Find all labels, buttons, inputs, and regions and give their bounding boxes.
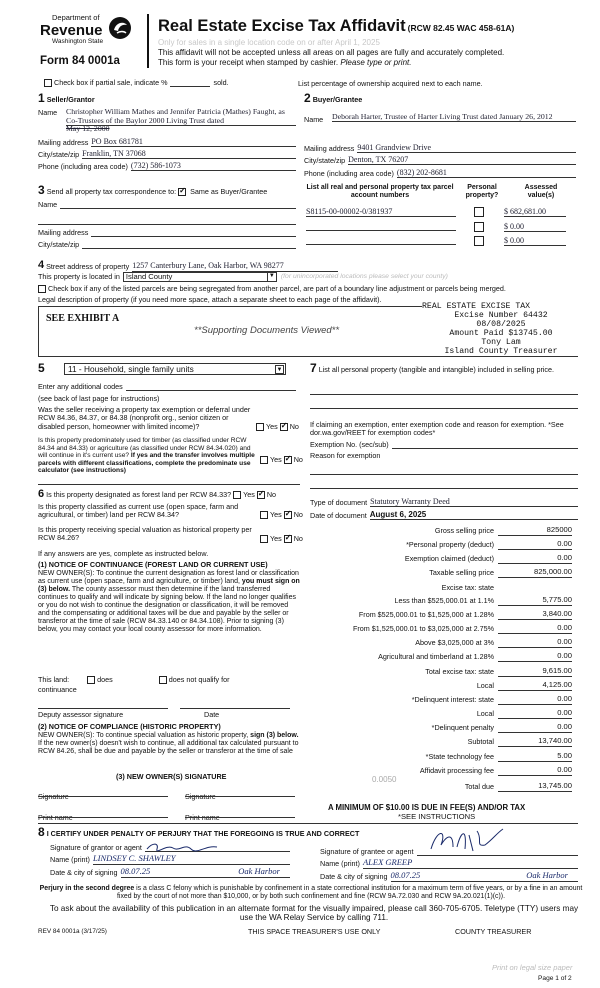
doc-date-label: Date of document [310, 510, 367, 520]
assessed-col-header: Assessed value(s) [524, 184, 558, 200]
ownership-note: List percentage of ownership acquired next to each name. [298, 79, 483, 88]
calc-row-value[interactable]: 0.00 [498, 638, 572, 648]
calc-row [300, 568, 572, 579]
additional-codes-input[interactable] [126, 383, 296, 391]
same-as-buyer-label: Same as Buyer/Grantee [190, 187, 268, 196]
land-does-label: does [97, 675, 113, 684]
seller-name-label: Name [38, 108, 58, 117]
timber-q-bold: If yes and the transfer involves multiple parcels with different classifications, complete the predominate use calculator (see instructions) [38, 452, 255, 475]
land-does-not-label: does not qualify for [168, 675, 230, 684]
calc-row [300, 526, 572, 537]
calc-row [300, 782, 572, 793]
partial-sold-label: sold. [213, 78, 229, 87]
calc-row-value[interactable]: 0.00 [498, 709, 572, 719]
partial-sale-row [44, 79, 294, 87]
grantor-name-row [50, 854, 290, 865]
calc-row-label: Subtotal [467, 737, 494, 746]
calc-row-value[interactable]: 0.00 [498, 554, 572, 564]
legal-label: Legal description of property (if you need more space, attach a separate sheet to each page of the affidavit). [38, 295, 382, 304]
grantee-date-input[interactable] [391, 871, 578, 882]
calc-row-value[interactable]: 5,775.00 [498, 596, 572, 606]
sec3-city-label: City/state/zip [38, 240, 80, 249]
compliance-heading: (2) NOTICE OF COMPLIANCE (HISTORIC PROPERTY) [38, 722, 221, 731]
reason-line1[interactable] [310, 466, 578, 475]
grantor-signature-mark [145, 841, 225, 852]
dept-line2: Revenue [40, 22, 103, 39]
chevron-down-icon: ▼ [267, 273, 276, 282]
seller-phone-label: Phone (including area code) [38, 161, 128, 171]
buyer-mailing-input[interactable]: 9401 Grandview Drive [357, 143, 576, 153]
buyer-mailing-row [304, 143, 576, 153]
same-as-buyer-checkbox[interactable] [178, 188, 186, 196]
segregated-label: Check box if any of the listed parcels are being segregated from another parcel, are part of a boundary line adjustment or parcels being merged. [48, 284, 506, 293]
parcel-row [306, 207, 572, 218]
buyer-name-label: Name [304, 115, 324, 124]
sec3-name-label: Name [38, 200, 58, 209]
sec7-heading [310, 362, 578, 376]
use-code-value: 11 - Household, single family units [68, 363, 194, 374]
parcel-row [306, 236, 572, 247]
q4-yes-no [260, 511, 303, 519]
q1-yes-checkbox[interactable] [256, 423, 264, 431]
sec3-heading [38, 184, 267, 198]
grantee-name-input[interactable]: ALEX GREEP [363, 858, 578, 869]
assessed-value-input[interactable]: $ 0.00 [504, 222, 566, 232]
street-input[interactable]: 1257 Canterbury Lane, Oak Harbor, WA 98277 [132, 261, 338, 271]
title-text: Real Estate Excise Tax Affidavit [158, 17, 406, 35]
seller-num: 1 [38, 91, 45, 105]
treasurer-use-label: THIS SPACE TREASURER'S USE ONLY [248, 927, 381, 936]
calc-row [300, 610, 572, 621]
historic-question: Is this property receiving special valuation as historical property per RCW 84.26? [38, 525, 252, 543]
calc-row-label: From $525,000.01 to $1,525,000 at 1.28% [358, 610, 494, 619]
rev-label: REV 84 0001a (3/17/25) [38, 928, 107, 935]
this-land-label: This land: [38, 675, 70, 684]
calc-row-value[interactable]: 13,745.00 [498, 782, 572, 792]
grantor-sig-label: Signature of grantor or agent [50, 842, 142, 852]
form-title [158, 17, 514, 36]
calc-row-value[interactable]: 0.00 [498, 624, 572, 634]
calc-row-value[interactable]: 0.00 [498, 766, 572, 776]
calc-row-label: Total excise tax: state [425, 667, 494, 676]
calc-row [300, 540, 572, 551]
buyer-heading [304, 92, 362, 106]
q5-yes-checkbox[interactable] [260, 535, 268, 543]
owner-print-label2: Print name [185, 813, 220, 822]
exemption-question: Was the seller receiving a property tax exemption or deferral under RCW 84.36, 84.37, or 84.38 (nonprofit org., senior citizen or disabled person, homeowner with limited income)? [38, 405, 251, 431]
compliance-p2b: sign (3) below. [250, 732, 299, 739]
parcel-col-header: List all real and personal property tax parcel account numbers [306, 184, 454, 200]
sec5-row [38, 362, 286, 376]
forest-q-text: Is this property designated as forest land per RCW 84.33? [46, 490, 232, 499]
sec3-mailing-label: Mailing address [38, 228, 89, 237]
see-back-note: (see back of last page for instructions) [38, 394, 160, 403]
grantor-name-input[interactable]: LINDSEY C. SHAWLEY [93, 854, 290, 865]
dept-line1: Department of [52, 13, 100, 22]
grantor-sig-row [50, 841, 290, 852]
owner-sig-line2[interactable] [185, 788, 295, 797]
q4-yes-label: Yes [270, 510, 282, 519]
seller-city-label: City/state/zip [38, 149, 80, 159]
q5-no-label: No [293, 534, 303, 543]
calc-row [300, 652, 572, 663]
buyer-phone-input[interactable]: (832) 202-8681 [397, 168, 576, 178]
parcel-number-input[interactable] [306, 222, 456, 231]
q5-yes-no [260, 535, 303, 543]
land-does-checkbox[interactable] [87, 676, 95, 684]
excise-stamp [422, 302, 580, 356]
parcel-number-input[interactable] [306, 236, 456, 245]
continuance-heading: (1) NOTICE OF CONTINUANCE (FOREST LAND OR CURRENT USE) [38, 560, 268, 569]
calc-row [300, 624, 572, 635]
calc-row-value[interactable]: 825000 [498, 526, 572, 536]
personal-property-checkbox[interactable] [474, 222, 484, 232]
sec6-num: 6 [38, 488, 45, 500]
calc-row-label: From $1,525,000.01 to $3,025,000 at 2.75% [352, 624, 494, 633]
q1-yes-no [256, 423, 299, 431]
additional-codes-label: Enter any additional codes [38, 382, 123, 391]
exemption-no-row [310, 441, 578, 449]
wa-logo-icon [108, 16, 132, 40]
grantee-city-value: Oak Harbor [526, 870, 568, 880]
partial-sale-checkbox[interactable] [44, 79, 52, 87]
continuance-p1b: you must sign on (3) below. [38, 578, 300, 594]
form-number: Form 84 0001a [40, 55, 120, 67]
county-select[interactable] [123, 272, 277, 282]
local-rate: 0.0050 [372, 775, 397, 784]
calc-row-label: Exemption claimed (deduct) [404, 554, 494, 563]
calc-row-value[interactable]: 0.00 [498, 695, 572, 705]
doc-type-row [310, 497, 578, 507]
calc-row [300, 752, 572, 763]
deputy-label: Deputy assessor signature [38, 710, 124, 719]
seller-city-row [38, 149, 296, 159]
q3-yes-checkbox[interactable] [233, 491, 241, 499]
buyer-phone-label: Phone (including area code) [304, 168, 394, 178]
calc-row [300, 709, 572, 720]
header-divider [147, 14, 149, 68]
county-treasurer-label: COUNTY TREASURER [455, 927, 532, 936]
continuance-p1c: The county assessor must then determine if the land transferred continues to qualify and will indicate by signing below. If the land no longer qualifies or you do not wish to continue the designation or classification, it will be removed and the compensating or additional taxes will be due and payable by the seller or transferor at the time of sale (RCW 84.33.140 or 84.34.108). Prior to signing (3) below, you may contact your local county assessor for more information. [38, 586, 296, 634]
buyer-mailing-label: Mailing address [304, 143, 355, 153]
grantee-sig-row [320, 845, 578, 856]
calc-row-label: *Delinquent penalty [431, 723, 494, 732]
calc-row [300, 638, 572, 649]
grantee-signature-mark [427, 825, 507, 855]
sec3-name-line2 [38, 216, 296, 225]
sec3-name-input[interactable] [60, 201, 296, 209]
owner-print-line[interactable] [38, 809, 168, 818]
stamp-line6: Island County Treasurer [444, 347, 558, 356]
reason-label: Reason for exemption [310, 451, 381, 460]
calc-row-value[interactable]: 4,125.00 [498, 681, 572, 691]
calc-row-label: Less than $525,000.01 at 1.1% [394, 596, 494, 605]
use-code-select[interactable] [64, 363, 286, 375]
continuance-p1a: NEW OWNER(S): To continue the current designation as forest land or classification as current use (open space, farm and agriculture, or timber) land, [38, 570, 299, 586]
grantor-date-value: 08.07.25 [120, 866, 151, 876]
continuance-label: continuance [38, 685, 77, 694]
grantee-sig-label: Signature of grantee or agent [320, 846, 414, 856]
buyer-phone-row [304, 168, 576, 178]
perjury-text [38, 885, 584, 901]
calc-row [300, 583, 572, 594]
dept-line3: Washington State [52, 38, 104, 45]
county-hint: (for unincorporated locations please select your county) [280, 273, 448, 281]
calc-row-label: Agricultural and timberland at 1.28% [378, 652, 494, 661]
timber-q-text: Is this property predominately used for timber (as classified under RCW 84.34 and 84.33) or agriculture (as classified under RCW 84.34.020) and will continue in it's current use? [38, 437, 251, 460]
perjury-bold: Perjury in the second degree [39, 885, 135, 892]
legal-paper-note: Print on legal size paper [492, 963, 573, 972]
sec3-name-row [38, 201, 296, 209]
grantee-signature[interactable] [417, 845, 578, 856]
q4-no-checkbox[interactable] [284, 511, 292, 519]
doc-date-input[interactable]: August 6, 2025 [370, 510, 578, 520]
doc-type-input[interactable]: Statutory Warranty Deed [370, 497, 578, 507]
q3-no-checkbox[interactable] [257, 491, 265, 499]
seller-heading [38, 92, 95, 106]
exemption-no-input[interactable] [392, 441, 578, 449]
seller-mailing-row [38, 137, 296, 147]
stamp-line1: REAL ESTATE EXCISE TAX [422, 302, 531, 311]
calc-row-label: Gross selling price [434, 526, 494, 535]
partial-sale-label: Check box if partial sale, indicate % [54, 78, 168, 87]
continuance-text [38, 570, 300, 634]
q5-no-checkbox[interactable] [284, 535, 292, 543]
calc-row-value[interactable]: 0.00 [498, 652, 572, 662]
calc-row-label: Taxable selling price [429, 568, 494, 577]
page-number: Page 1 of 2 [538, 975, 572, 982]
personal-property-line1[interactable] [310, 386, 578, 395]
q3-no-label: No [266, 490, 277, 499]
exemption-note: If claiming an exemption, enter exemption code and reason for exemption. *See dor.wa.gov/REET for exemption codes* [310, 420, 564, 438]
stamp-line4: Amount Paid $13745.00 [449, 329, 553, 338]
perjury-body: is a class C felony which is punishable by confinement in a state correctional institution for a maximum term of five years, or by a fine in an amount fixed by the court of not more than $10,000, or by both such confinement and fine (RCW 9A.72.030 and RCW 9A.20.021(1)(c)). [117, 885, 583, 900]
calc-row-label: Above $3,025,000 at 3% [415, 638, 494, 647]
grantee-name-label: Name (print) [320, 859, 360, 869]
certify-row [38, 826, 359, 840]
calc-row [300, 766, 572, 777]
owner-sig-line[interactable] [38, 788, 168, 797]
q5-yes-label: Yes [270, 534, 282, 543]
sec3-city-row [38, 241, 296, 249]
calc-row-value[interactable]: 825,000.00 [498, 568, 572, 578]
calc-row-value[interactable]: 0.00 [498, 723, 572, 733]
stamp-line3: 08/08/2025 [476, 320, 526, 329]
calc-row [300, 723, 572, 734]
title-rcw: (RCW 82.45 WAC 458-61A) [407, 23, 515, 33]
owner-sig-label2: Signature [185, 792, 216, 801]
sec3-mailing-row [38, 229, 296, 237]
header-note2 [158, 58, 411, 67]
assessed-value-input[interactable]: $ 0.00 [504, 236, 566, 246]
calc-row [300, 554, 572, 565]
calc-row-value[interactable]: 9,615.00 [498, 667, 572, 677]
stamp-line2: Excise Number 64432 [454, 311, 548, 320]
q1-yes-label: Yes [266, 422, 278, 431]
seller-name-value[interactable]: Christopher William Mathes and Jennifer Patricia (Mathes) Faught, as Co-Trustees of the Baylor 2000 Living Trust dated [66, 107, 296, 126]
grantor-name-label: Name (print) [50, 855, 90, 865]
chevron-down-icon: ▼ [276, 366, 283, 373]
q2-no-label: No [293, 455, 303, 464]
buyer-num: 2 [304, 91, 311, 105]
sec5-divider [38, 484, 300, 485]
dor-logo [40, 14, 140, 46]
land-does-not-checkbox[interactable] [159, 676, 167, 684]
compliance-p2a: NEW OWNER(S): To continue special valuation as historic property, [38, 732, 249, 739]
assessed-value-input[interactable]: $ 682,681.00 [504, 207, 566, 217]
calc-row-value[interactable]: 13,740.00 [498, 737, 572, 747]
seller-city-input[interactable]: Franklin, TN 37068 [82, 149, 296, 159]
parcel-row [306, 222, 572, 233]
calc-row [300, 695, 572, 706]
calc-row-value[interactable]: 3,840.00 [498, 610, 572, 620]
grantee-date-label: Date & city of signing [320, 872, 388, 882]
q2-yes-checkbox[interactable] [260, 456, 268, 464]
q3-yes-label: Yes [243, 490, 255, 499]
doc-type-label: Type of document [310, 497, 368, 507]
grantor-date-input[interactable] [121, 867, 290, 878]
calc-row-label: Excise tax: state [441, 583, 494, 592]
grantee-name-row [320, 858, 578, 869]
buyer-title: Buyer/Grantee [312, 95, 363, 104]
certify-text: I CERTIFY UNDER PENALTY OF PERJURY THAT THE FOREGOING IS TRUE AND CORRECT [46, 829, 360, 838]
timber-question [38, 437, 256, 475]
county-row [38, 272, 448, 282]
grantor-date-label: Date & city of signing [50, 868, 118, 878]
exemption-no-label: Exemption No. (sec/sub) [310, 440, 389, 449]
sec3-city-input[interactable] [82, 241, 296, 249]
sec3-num: 3 [38, 183, 45, 197]
q2-yes-no [260, 456, 303, 464]
q2-yes-label: Yes [270, 455, 282, 464]
sec8-divider [38, 823, 578, 824]
deputy-date-line[interactable] [180, 700, 290, 709]
calc-row-value[interactable]: 5.00 [498, 752, 572, 762]
buyer-name-value[interactable]: Deborah Harter, Trustee of Harter Living Trust dated January 26, 2012 [332, 112, 576, 122]
additional-codes-row [38, 383, 296, 391]
q1-no-checkbox[interactable] [280, 423, 288, 431]
personal-property-checkbox[interactable] [474, 236, 484, 246]
segregated-checkbox[interactable] [38, 285, 46, 293]
personal-col-header: Personal property? [465, 184, 499, 200]
grantee-date-row [320, 871, 578, 882]
sec4-num: 4 [38, 259, 45, 271]
calc-row [300, 667, 572, 678]
compliance-p2c: If the new owner(s) doesn't wish to continue, all additional tax calculated pursuant to RCW 84.26, shall be due and payable by the seller or transferor at the time of sale [38, 740, 299, 756]
this-land-row [38, 676, 230, 684]
segregated-row [38, 285, 578, 293]
legal-value: SEE EXHIBIT A [46, 313, 120, 324]
owner-sig-label: Signature [38, 792, 69, 801]
calc-row-label: Total due [464, 782, 494, 791]
buyer-city-label: City/state/zip [304, 155, 346, 165]
grantor-signature[interactable] [145, 841, 290, 852]
seller-phone-input[interactable]: (732) 586-1073 [131, 161, 296, 171]
header-note0: Only for sales in a single location code on or after April 1, 2025 [158, 38, 380, 47]
current-use-question: Is this property classified as current use (open space, farm and agricultural, or timber) land per RCW 84.34? [38, 502, 239, 520]
sec8-num: 8 [38, 825, 45, 839]
seller-title: Seller/Grantor [46, 95, 95, 104]
calc-row-label: Affidavit processing fee [419, 766, 494, 775]
sec5-num: 5 [38, 361, 45, 375]
calc-row-value[interactable]: 0.00 [498, 540, 572, 550]
seller-name-struck: May 12, 2000 [66, 124, 110, 133]
seller-mailing-label: Mailing address [38, 137, 89, 147]
q2-no-checkbox[interactable] [284, 456, 292, 464]
minimum-note: A MINIMUM OF $10.00 IS DUE IN FEE(S) AND/OR TAX [328, 803, 526, 812]
compliance-text [38, 732, 300, 756]
seller-phone-row [38, 161, 296, 171]
sec7-label: List all personal property (tangible and intangible) included in selling price. [318, 365, 555, 374]
seller-mailing-input[interactable]: PO Box 681781 [91, 137, 296, 147]
personal-property-line2[interactable] [310, 400, 578, 409]
county-value: Island County [125, 272, 173, 281]
calc-row-label: *State technology fee [425, 752, 494, 761]
calc-row [300, 681, 572, 692]
sec7-num: 7 [310, 361, 317, 375]
personal-property-checkbox[interactable] [474, 207, 484, 217]
reason-line2[interactable] [310, 480, 578, 489]
located-label: This property is located in [38, 271, 120, 281]
new-owner-sig-heading: (3) NEW OWNER(S) SIGNATURE [116, 772, 227, 781]
q1-no-label: No [289, 422, 299, 431]
owner-print-label: Print name [38, 813, 73, 822]
grantee-date-value: 08.07.25 [390, 870, 421, 880]
header-note1: This affidavit will not be accepted unless all areas on all pages are fully and accurately completed. [158, 48, 505, 57]
q4-no-label: No [293, 510, 303, 519]
doc-date-row [310, 510, 578, 520]
partial-pct-input[interactable] [170, 79, 210, 87]
calc-row-label: *Delinquent interest: state [411, 695, 494, 704]
calc-row [300, 596, 572, 607]
sec3-mailing-input[interactable] [91, 229, 296, 237]
grantor-date-row [50, 867, 290, 878]
street-label: Street address of property [46, 262, 130, 272]
owner-print-line2[interactable] [185, 809, 295, 818]
alt-format-text: To ask about the availability of this publication in an alternate format for the visually impaired, please call 360-705-6705. Teletype (TTY) users may use the WA Relay Service by calling 711. [49, 904, 579, 923]
if-any-note: If any answers are yes, complete as instructed below. [38, 549, 209, 558]
see-instructions: *SEE INSTRUCTIONS [398, 812, 476, 821]
header-note2-italic: Please type or print. [340, 58, 412, 67]
buyer-city-row [304, 155, 576, 165]
deputy-signature-line[interactable] [38, 700, 168, 709]
calc-row-label: Local [476, 709, 494, 718]
q4-yes-checkbox[interactable] [260, 511, 268, 519]
sec3-label: Send all property tax correspondence to: [46, 187, 177, 196]
street-row [38, 259, 338, 272]
deputy-date-label: Date [204, 710, 220, 719]
supporting-docs-text: **Supporting Documents Viewed** [194, 325, 340, 336]
parcel-number-input[interactable]: S8115-00-00002-0/381937 [306, 207, 456, 217]
forest-question [38, 488, 276, 501]
calc-row-label: *Personal property (deduct) [406, 540, 494, 549]
calc-row [300, 737, 572, 748]
stamp-line5: Tony Lam [481, 338, 521, 347]
grantor-city-value: Oak Harbor [238, 866, 280, 876]
calc-row-label: Local [476, 681, 494, 690]
buyer-city-input[interactable]: Denton, TX 76207 [348, 155, 576, 165]
header-note2-text: This form is your receipt when stamped by cashier. [158, 58, 339, 67]
